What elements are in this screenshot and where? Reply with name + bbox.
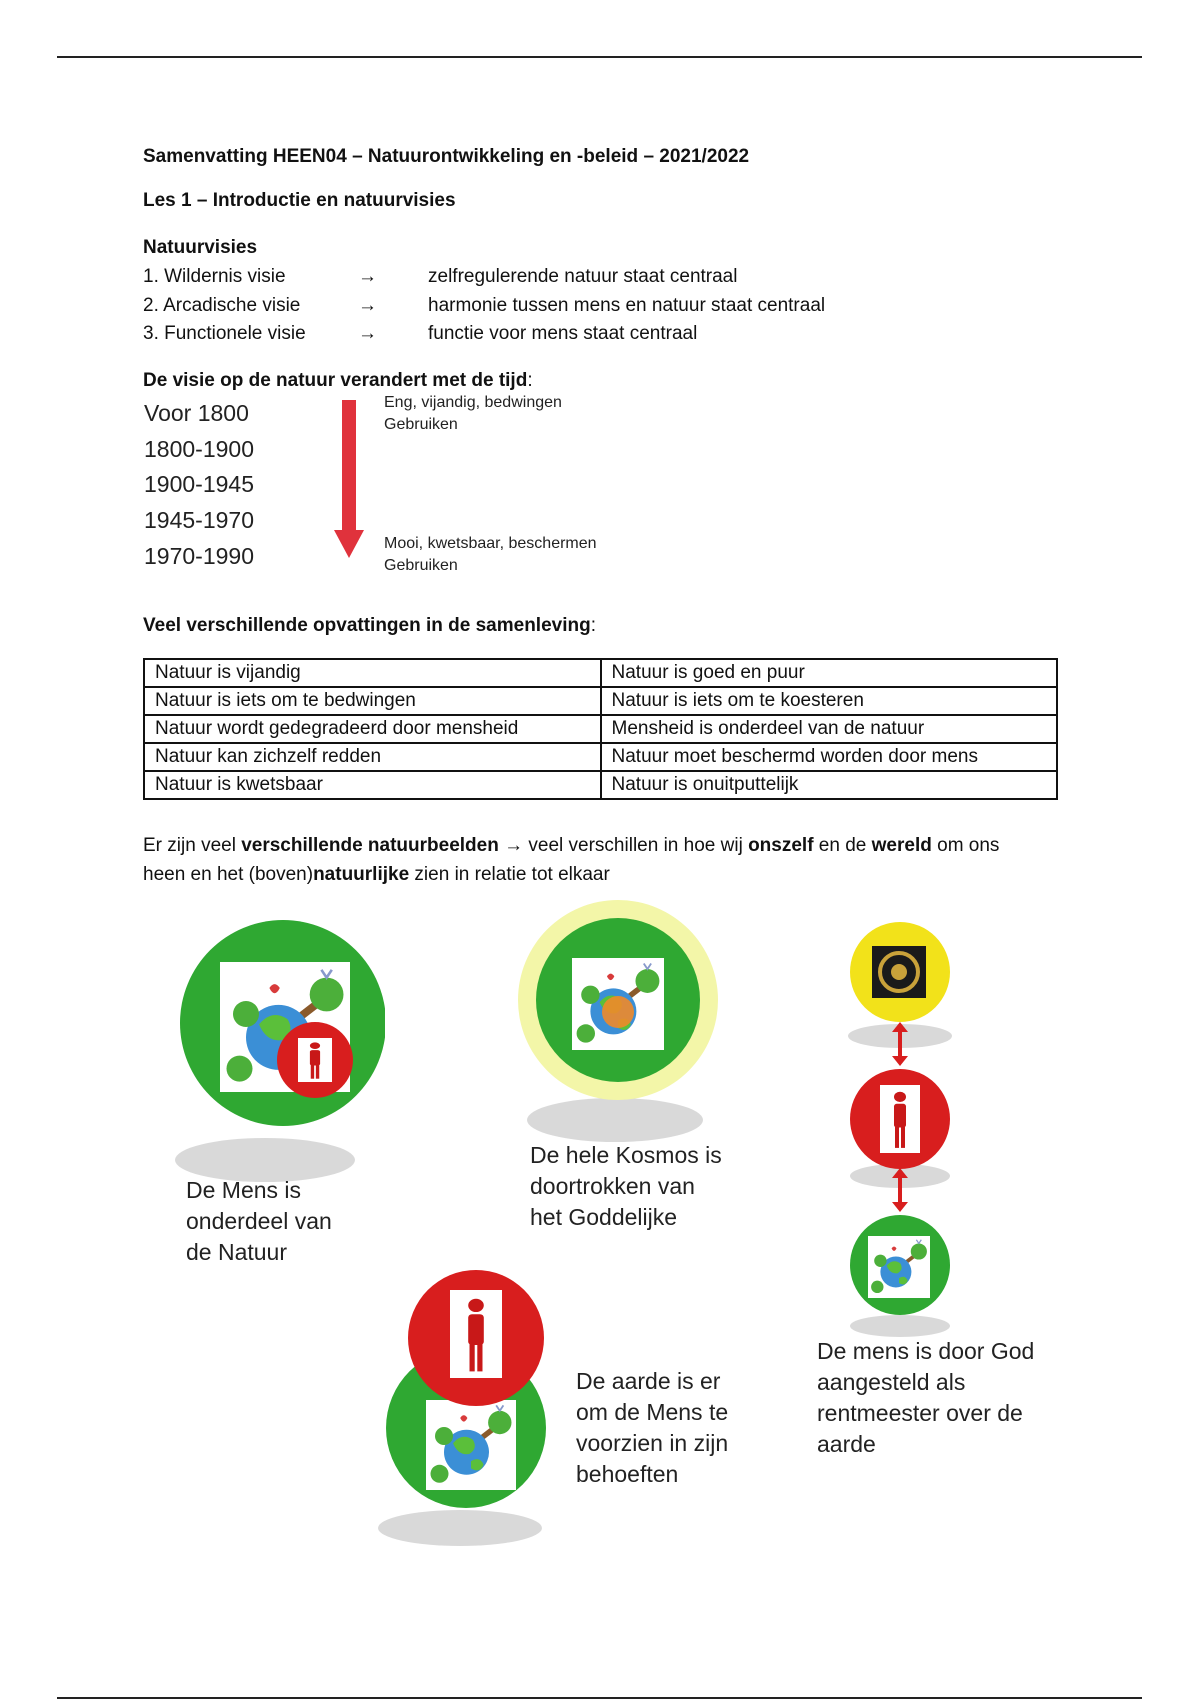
table-cell: Natuur kan zichzelf redden — [144, 743, 601, 771]
note-line: Eng, vijandig, bedwingen — [384, 394, 562, 411]
timeline-period: Voor 1800 — [144, 400, 249, 426]
caption-line: De hele Kosmos is — [530, 1142, 722, 1168]
visie-name: 3. Functionele visie — [143, 323, 306, 344]
timeline-heading-text: De visie op de natuur verandert met de tijd — [143, 370, 528, 391]
caption-line: De Mens is — [186, 1177, 302, 1203]
caption-line: onderdeel van — [186, 1208, 332, 1234]
p-text: zien in relatie tot elkaar — [409, 864, 610, 885]
visie-desc: functie voor mens staat centraal — [428, 323, 698, 344]
table-cell: Natuur is kwetsbaar — [144, 771, 601, 799]
caption-line: De aarde is er — [576, 1368, 721, 1394]
caption-line: om de Mens te — [576, 1399, 729, 1425]
table-row — [144, 687, 1057, 715]
timeline-down-arrow-icon — [334, 400, 364, 558]
top-rule — [57, 56, 1142, 58]
timeline-period: 1900-1945 — [144, 471, 254, 497]
caption-kosmos — [530, 1140, 722, 1233]
caption-line: rentmeester over de — [817, 1400, 1023, 1426]
visie-arrow: → — [358, 266, 377, 287]
table-cell: Natuur is iets om te bedwingen — [144, 687, 601, 715]
caption-rentmeester — [817, 1336, 1034, 1460]
note-line: Gebruiken — [384, 557, 458, 574]
caption-line: aarde — [817, 1431, 876, 1457]
paragraph-line-1 — [143, 831, 999, 860]
p-text: veel verschillen in hoe wij — [528, 835, 749, 856]
timeline-period: 1970-1990 — [144, 543, 254, 569]
p-bold: wereld — [871, 835, 932, 856]
visie-name: 1. Wildernis visie — [143, 266, 286, 287]
note-line: Mooi, kwetsbaar, beschermen — [384, 535, 597, 552]
visie-desc: harmonie tussen mens en natuur staat centraal — [428, 295, 826, 316]
p-text: Er zijn veel — [143, 835, 242, 856]
timeline-colon: : — [527, 370, 533, 391]
caption-line: behoeften — [576, 1461, 679, 1487]
rentmeester-stack-icon — [830, 920, 970, 1340]
table-cell: Mensheid is onderdeel van de natuur — [601, 715, 1058, 743]
note-line: Gebruiken — [384, 416, 458, 433]
p-bold: onszelf — [748, 835, 814, 856]
table-cell: Natuur moet beschermd worden door mens — [601, 743, 1058, 771]
table-cell: Natuur is onuitputtelijk — [601, 771, 1058, 799]
timeline-period: 1800-1900 — [144, 436, 254, 462]
caption-line: de Natuur — [186, 1239, 288, 1265]
mens-onderdeel-natuur-icon — [145, 910, 385, 1185]
caption-line: De mens is door God — [817, 1338, 1035, 1364]
opvattingen-heading — [143, 614, 596, 638]
opvattingen-heading-text: Veel verschillende opvattingen in de samenleving — [143, 615, 591, 636]
table-row — [144, 771, 1057, 799]
p-arrow: → — [498, 835, 529, 856]
table-cell: Natuur is iets om te koesteren — [601, 687, 1058, 715]
table-row — [144, 715, 1057, 743]
timeline-period: 1945-1970 — [144, 507, 254, 533]
timeline-heading — [143, 369, 533, 393]
caption-line: het Goddelijke — [530, 1204, 678, 1230]
p-text: om ons — [931, 835, 1000, 856]
kosmos-goddelijk-icon — [500, 900, 730, 1150]
bottom-rule — [57, 1697, 1142, 1699]
table-cell: Natuur is goed en puur — [601, 659, 1058, 687]
document-title: Samenvatting HEEN04 – Natuurontwikkeling en -beleid – 2021/2022 — [143, 146, 750, 167]
p-bold: verschillende natuurbeelden — [241, 835, 499, 856]
p-text: heen en het (boven) — [143, 864, 314, 885]
table-cell: Natuur is vijandig — [144, 659, 601, 687]
lesson-title: Les 1 – Introductie en natuurvisies — [143, 190, 456, 211]
visie-name: 2. Arcadische visie — [143, 295, 301, 316]
visie-arrow: → — [358, 295, 377, 316]
aarde-voor-mens-icon — [370, 1270, 550, 1550]
p-bold: natuurlijke — [313, 864, 410, 885]
paragraph-line-2 — [143, 860, 999, 889]
visie-desc: zelfregulerende natuur staat centraal — [428, 266, 738, 287]
p-text: en de — [813, 835, 872, 856]
caption-line: aangesteld als — [817, 1369, 966, 1395]
table-row — [144, 743, 1057, 771]
caption-aarde-voor-mens — [576, 1366, 728, 1490]
caption-line: doortrokken van — [530, 1173, 695, 1199]
natuurbeelden-paragraph — [143, 831, 999, 889]
timeline-top-note — [384, 392, 562, 436]
natuurvisies-heading: Natuurvisies — [143, 237, 258, 258]
opvattingen-table — [143, 658, 1058, 800]
caption-line: voorzien in zijn — [576, 1430, 729, 1456]
visie-arrow: → — [358, 323, 377, 344]
table-cell: Natuur wordt gedegradeerd door mensheid — [144, 715, 601, 743]
table-row — [144, 659, 1057, 687]
timeline-bottom-note — [384, 533, 597, 577]
caption-mens-onderdeel — [186, 1175, 332, 1268]
opvattingen-colon: : — [590, 615, 596, 636]
